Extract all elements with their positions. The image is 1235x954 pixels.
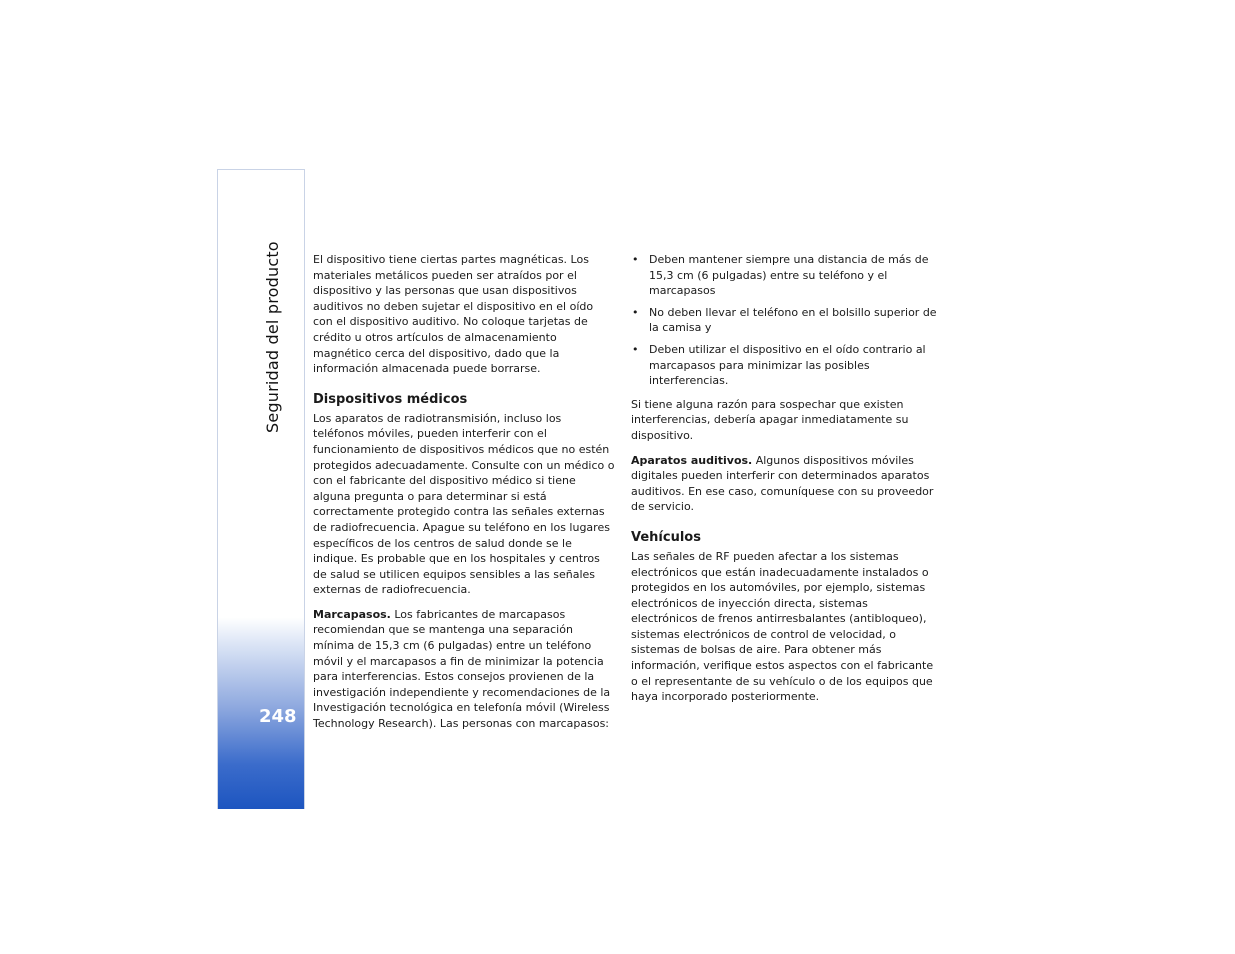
medical-devices-heading: Dispositivos médicos [313,391,468,407]
pacemaker-label: Marcapasos. [313,607,391,621]
right-column [631,252,937,714]
intro-paragraph: El dispositivo tiene ciertas partes magnéticas. Los materiales metálicos pueden ser atraídos por el dispositivo y las personas que usan dispositivos auditivos no deben sujetar el dispositivo en el oído con el dispositivo auditivo. No coloque tarjetas de crédito u otros artículos de almacenamiento magnético cerca del dispositivo, dado que la información almacenada puede borrarse. [313,253,594,376]
list-item: • Deben mantener siempre una distancia de más de 15,3 cm (6 pulgadas) entre su teléfono y el marcapasos [631,252,937,299]
hearing-aids-paragraph [631,453,937,515]
vehicles-paragraph: Las señales de RF pueden afectar a los sistemas electrónicos que están inadecuadamente instalados o protegidos en los automóviles, por ejemplo, sistemas electrónicos de inyección directa, sistemas electrónicos de frenos antirresbalantes (antibloqueo), sistemas electrónicos de control de velocidad, o sistemas de bolsas de aire. Para obtener más información, verifique estos aspectos con el fabricante o el representante de su vehículo o de los equipos que haya incorporado posteriormente. [631,549,934,704]
hearing-aids-label: Aparatos auditivos. [631,453,753,467]
page-number: 248 [259,706,297,727]
pacemaker-text: Los fabricantes de marcapasos recomiendan que se mantenga una separación mínima de 15,3 cm (6 pulgadas) entre un teléfono móvil y el marcapasos a fin de minimizar la potencia para interferencias. Estos consejos provienen de la investigación independiente y recomendaciones de la Investigación tecnológica en telefonía móvil (Wireless Technology Research). Las personas con marcapasos: [313,607,611,731]
section-title: Seguridad del producto [263,241,282,433]
hearing-aids-text: Algunos dispositivos móviles digitales pueden interferir con determinados aparatos auditivos. En ese caso, comuníquese con su proveedor de servicio. [631,453,934,514]
left-column [313,252,615,741]
medical-devices-paragraph: Los aparatos de radiotransmisión, incluso los teléfonos móviles, pueden interferir con el funcionamiento de dispositivos médicos que no estén protegidos adecuadamente. Consulte con un médico o con el fabricante del dispositivo médico si tiene alguna pregunta o para determinar si está correctamente protegido contra las señales externas de radiofrecuencia. Apague su teléfono en los lugares específicos de los centros de salud donde se le indique. Es probable que en los hospitales y centros de salud se utilicen equipos sensibles a las señales externas de radiofrecuencia. [313,411,615,597]
suspect-paragraph: Si tiene alguna razón para sospechar que existen interferencias, debería apagar inmediatamente su dispositivo. [631,397,909,442]
list-item: • Deben utilizar el dispositivo en el oído contrario al marcapasos para minimizar las posibles interferencias. [631,342,937,389]
pacemaker-bullet-list [631,252,937,389]
vehicles-heading: Vehículos [631,529,701,545]
pacemaker-paragraph [313,607,615,732]
list-item: • No deben llevar el teléfono en el bolsillo superior de la camisa y [631,305,937,336]
